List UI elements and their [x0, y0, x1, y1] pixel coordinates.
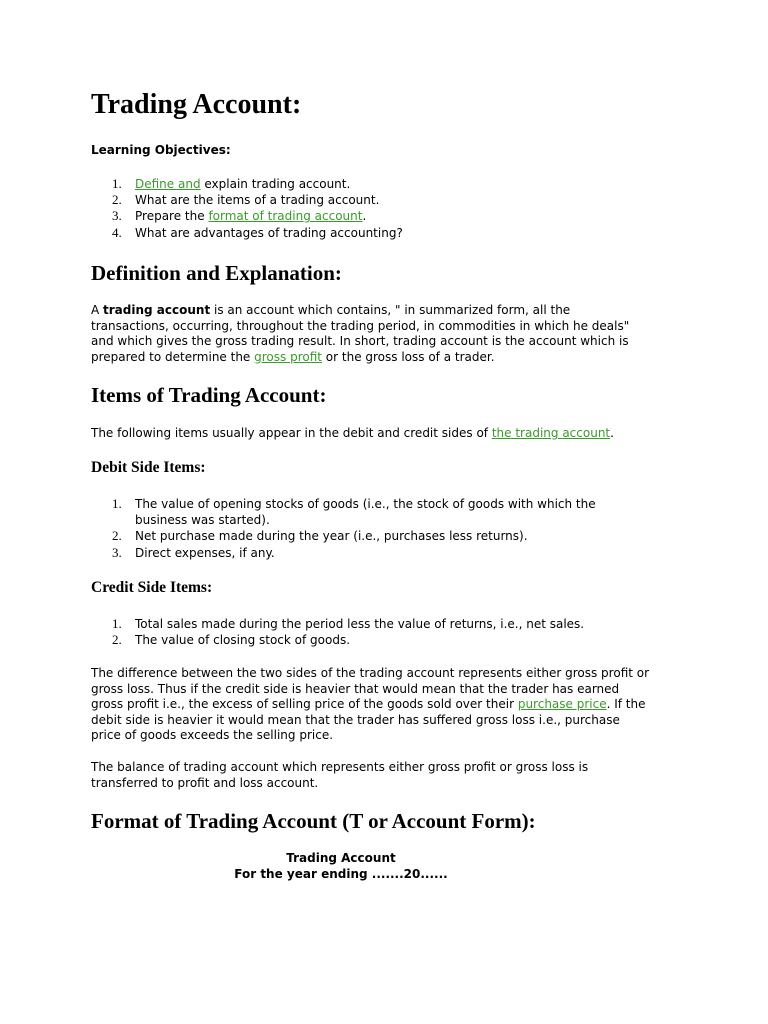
list-item-text: The value of opening stocks of goods (i.e., the stock of goods with which the — [135, 497, 596, 511]
difference-line-4: debit side is heavier it would mean that the trader has suffered gross loss i.e., purchase — [91, 712, 620, 727]
credit-heading: Credit Side Items: — [91, 579, 213, 596]
list-item — [91, 632, 584, 648]
list-item-text: Direct expenses, if any. — [135, 545, 275, 560]
difference-line-5: price of goods exceeds the selling price. — [91, 728, 334, 742]
list-number: 2. — [112, 528, 122, 544]
list-item — [91, 225, 403, 241]
define-and-link[interactable]: Define and — [135, 177, 201, 191]
text: A — [91, 303, 104, 317]
credit-items-list — [91, 616, 584, 648]
text: The following items usually appear in the debit and credit sides of — [91, 426, 492, 440]
list-number: 1. — [112, 496, 122, 511]
list-item-continuation — [91, 512, 596, 528]
debit-items-list — [91, 496, 596, 561]
text: . If the — [606, 697, 646, 711]
items-heading: Items of Trading Account: — [91, 383, 327, 407]
gross-profit-link[interactable]: gross profit — [254, 349, 322, 364]
list-number: 4. — [112, 224, 122, 240]
balance-line-1: The balance of trading account which represents either gross profit or gross loss is — [91, 760, 589, 774]
text: is an account which contains, " in summarized form, all the — [210, 303, 571, 317]
purchase-price-link[interactable]: purchase price — [517, 697, 607, 711]
balance-line-2: transferred to profit and loss account. — [91, 775, 319, 790]
learning-objectives-list — [91, 176, 403, 241]
definition-line-4 — [91, 350, 495, 366]
list-item-text: The value of closing stock of goods. — [135, 633, 351, 648]
definition-line-3: and which gives the gross trading result. In short, trading account is the account which is — [91, 334, 629, 348]
text: gross profit i.e., the excess of selling price of the goods sold over their — [91, 697, 518, 711]
text: . — [610, 426, 614, 440]
list-number: 1. — [112, 176, 122, 191]
list-item — [91, 496, 596, 512]
page-title: Trading Account: — [91, 89, 302, 120]
list-item — [91, 616, 584, 632]
list-item — [91, 528, 596, 544]
difference-line-3 — [91, 697, 646, 713]
list-item-text: What are the items of a trading account. — [135, 193, 380, 208]
format-caption-period: For the year ending .......20...... — [234, 866, 448, 881]
difference-line-1: The difference between the two sides of the trading account represents either gross profit or — [91, 666, 650, 680]
list-number: 1. — [112, 616, 122, 631]
definition-heading: Definition and Explanation: — [91, 261, 342, 285]
list-item-text: What are advantages of trading accounting? — [135, 225, 403, 240]
items-intro — [91, 426, 614, 442]
debit-heading: Debit Side Items: — [91, 459, 206, 476]
definition-line-1 — [91, 303, 570, 319]
list-item-text: Net purchase made during the year (i.e., purchases less returns). — [135, 529, 528, 544]
list-item-text: . — [362, 209, 367, 224]
list-item — [91, 545, 596, 561]
list-item — [91, 176, 403, 192]
text: or the gross loss of a trader. — [321, 349, 495, 364]
list-item-text: business was started). — [135, 513, 270, 528]
list-item-text: Total sales made during the period less the value of returns, i.e., net sales. — [135, 617, 585, 631]
format-heading: Format of Trading Account (T or Account Form): — [91, 809, 536, 833]
list-item-text: Prepare the — [135, 209, 209, 224]
text: prepared to determine the — [91, 349, 255, 364]
list-item — [91, 208, 403, 224]
list-number: 3. — [112, 208, 122, 224]
format-caption-title: Trading Account — [286, 851, 396, 865]
list-number: 2. — [112, 632, 122, 648]
the-trading-account-link[interactable]: the trading account — [491, 426, 611, 440]
list-item-text: explain trading account. — [200, 177, 351, 191]
list-item — [91, 192, 403, 208]
list-number: 2. — [112, 192, 122, 208]
bold-term: trading account — [103, 303, 211, 317]
definition-line-2: transactions, occurring, throughout the trading period, in commodities in which he deals" — [91, 318, 630, 333]
list-number: 3. — [112, 544, 122, 560]
learning-objectives-heading: Learning Objectives: — [91, 143, 231, 157]
difference-line-2: gross loss. Thus if the credit side is heavier that would mean that the trader has earned — [91, 681, 620, 696]
format-of-trading-account-link[interactable]: format of trading account — [208, 209, 363, 224]
